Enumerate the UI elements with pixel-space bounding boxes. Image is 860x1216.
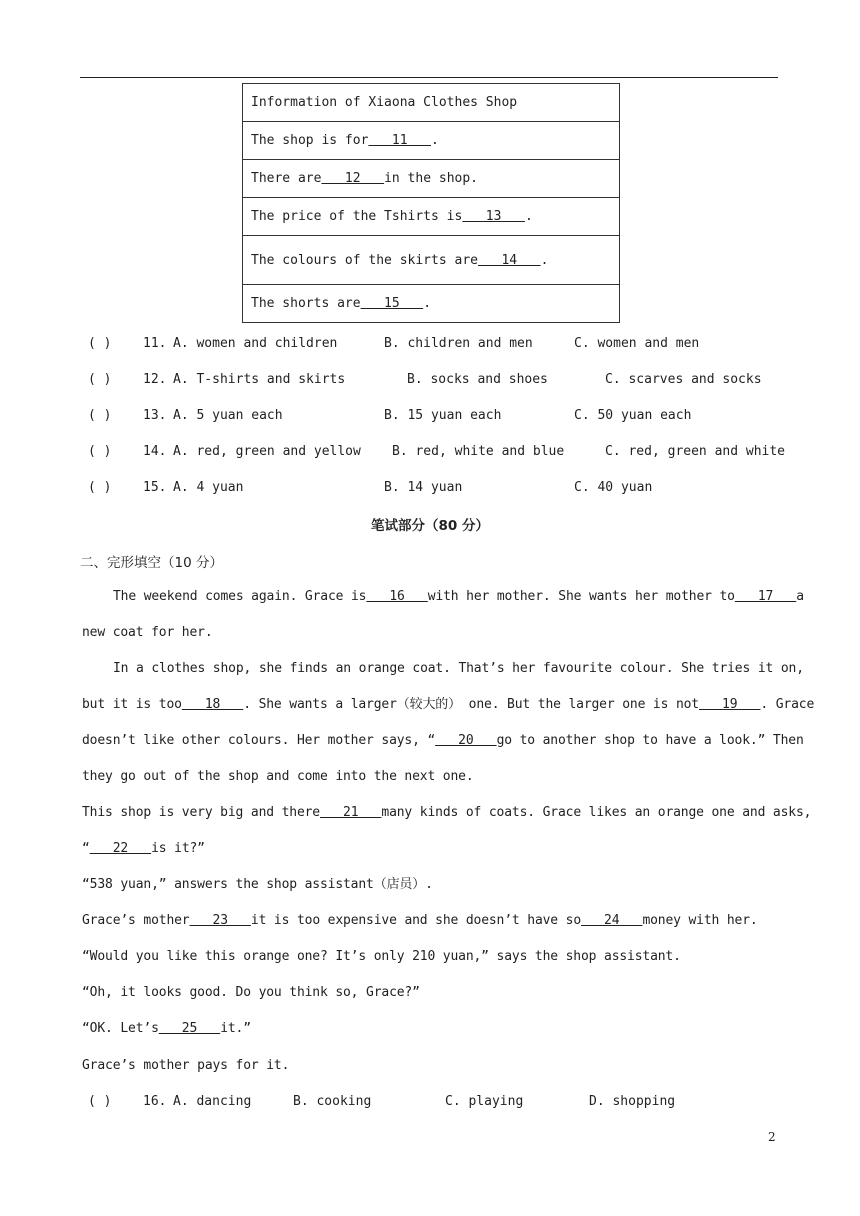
text: Grace’s mother [82, 913, 190, 928]
option-b: B. children and men [384, 336, 533, 351]
option-a: A. red, green and yellow [173, 444, 361, 459]
row-text: . [524, 209, 533, 224]
table-row [243, 236, 620, 285]
passage-line: new coat for her. [82, 625, 213, 640]
table-row [243, 122, 620, 160]
option-b: B. cooking [293, 1094, 372, 1109]
option-c: C. 50 yuan each [574, 408, 692, 423]
answer-paren: ( ) [88, 408, 112, 423]
blank-17: 17 [734, 589, 797, 604]
blank-13: 13 [462, 209, 525, 224]
passage-line: “538 yuan,” answers the shop assistant（店员）. [82, 877, 433, 892]
question-16 [88, 1092, 788, 1112]
passage-line [82, 694, 815, 716]
blank-22: 22 [89, 841, 152, 856]
passage-line: “Would you like this orange one? It’s only 210 yuan,” says the shop assistant. [82, 949, 681, 964]
answer-paren: ( ) [88, 1094, 112, 1109]
question-number: 12. [143, 372, 167, 387]
page-number: 2 [768, 1130, 776, 1144]
option-c: C. 40 yuan [574, 480, 653, 495]
option-c: C. scarves and socks [605, 372, 762, 387]
text: . She wants a larger（较大的） one. But the larger one is not [243, 697, 699, 712]
passage-line: In a clothes shop, she finds an orange coat. That’s her favourite colour. She tries it on, [113, 661, 804, 676]
blank-23: 23 [189, 913, 251, 928]
answer-paren: ( ) [88, 444, 112, 459]
row-text: . [540, 252, 549, 268]
text: This shop is very big and there [82, 805, 320, 820]
blank-18: 18 [181, 697, 244, 712]
blank-19: 19 [698, 697, 761, 712]
option-a: A. dancing [173, 1094, 252, 1109]
question-number: 15. [143, 480, 167, 495]
question-number: 13. [143, 408, 167, 423]
row-text: The shorts are [251, 296, 361, 311]
option-c: C. women and men [574, 336, 700, 351]
question-15 [88, 478, 788, 498]
text: money with her. [642, 913, 758, 928]
answer-paren: ( ) [88, 336, 112, 351]
table-row [243, 285, 620, 323]
blank-12: 12 [321, 171, 385, 186]
passage-line: “Oh, it looks good. Do you think so, Grace?” [82, 985, 420, 1000]
blank-25: 25 [158, 1021, 221, 1036]
passage-line [82, 838, 782, 860]
option-a: A. 4 yuan [173, 480, 244, 495]
text: The weekend comes again. Grace is [113, 589, 367, 604]
row-text: The shop is for [251, 133, 369, 148]
question-number: 11. [143, 336, 167, 351]
info-table [242, 83, 620, 323]
question-11 [88, 334, 788, 354]
blank-20: 20 [435, 733, 497, 748]
option-b: B. socks and shoes [407, 372, 548, 387]
row-text: . [423, 296, 432, 311]
text: it.” [220, 1021, 251, 1036]
question-12 [88, 370, 788, 390]
option-a: A. T-shirts and skirts [173, 372, 346, 387]
question-13 [88, 406, 788, 426]
answer-paren: ( ) [88, 372, 112, 387]
blank-15: 15 [360, 296, 424, 311]
option-c: C. playing [445, 1094, 524, 1109]
row-text: in the shop. [384, 171, 478, 186]
text: but it is too [82, 697, 182, 712]
blank-21: 21 [319, 805, 382, 820]
row-text: . [431, 133, 439, 148]
table-row [243, 198, 620, 236]
text: is it?” [151, 841, 205, 856]
option-a: A. 5 yuan each [173, 408, 283, 423]
passage-line [82, 730, 804, 752]
text: many kinds of coats. Grace likes an orange one and asks, [381, 805, 812, 820]
table-row [243, 160, 620, 198]
row-text: The colours of the skirts are [251, 252, 478, 268]
row-text: There are [251, 171, 322, 186]
option-b: B. red, white and blue [392, 444, 565, 459]
table-title: Information of Xiaona Clothes Shop [243, 84, 620, 122]
text: a [796, 589, 804, 604]
table-row [243, 84, 620, 122]
option-b: B. 14 yuan [384, 480, 463, 495]
option-c: C. red, green and white [605, 444, 786, 459]
passage-line [82, 1018, 782, 1040]
text: doesn’t like other colours. Her mother says, “ [82, 733, 436, 748]
passage-line [82, 802, 812, 824]
text: “OK. Let’s [82, 1021, 159, 1036]
passage-line [113, 586, 804, 608]
question-14 [88, 442, 788, 462]
text: it is too expensive and she doesn’t have so [250, 913, 582, 928]
option-a: A. women and children [173, 336, 338, 351]
written-section-heading: 笔试部分（80 分） [371, 518, 489, 534]
text: go to another shop to have a look.” Then [496, 733, 804, 748]
header-rule [80, 77, 778, 78]
blank-16: 16 [366, 589, 428, 604]
answer-paren: ( ) [88, 480, 112, 495]
row-text: The price of the Tshirts is [251, 209, 463, 224]
passage-line: they go out of the shop and come into the next one. [82, 769, 474, 784]
question-number: 16. [143, 1094, 167, 1109]
blank-14: 14 [477, 252, 541, 268]
blank-11: 11 [368, 133, 432, 148]
section-two-title: 二、完形填空（10 分） [80, 555, 223, 571]
text: . Grace [760, 697, 815, 712]
text: “ [82, 841, 90, 856]
text: with her mother. She wants her mother to [427, 589, 735, 604]
option-b: B. 15 yuan each [384, 408, 502, 423]
option-d: D. shopping [589, 1094, 676, 1109]
passage-line: Grace’s mother pays for it. [82, 1058, 290, 1073]
blank-24: 24 [581, 913, 643, 928]
question-number: 14. [143, 444, 167, 459]
passage-line [82, 910, 782, 932]
